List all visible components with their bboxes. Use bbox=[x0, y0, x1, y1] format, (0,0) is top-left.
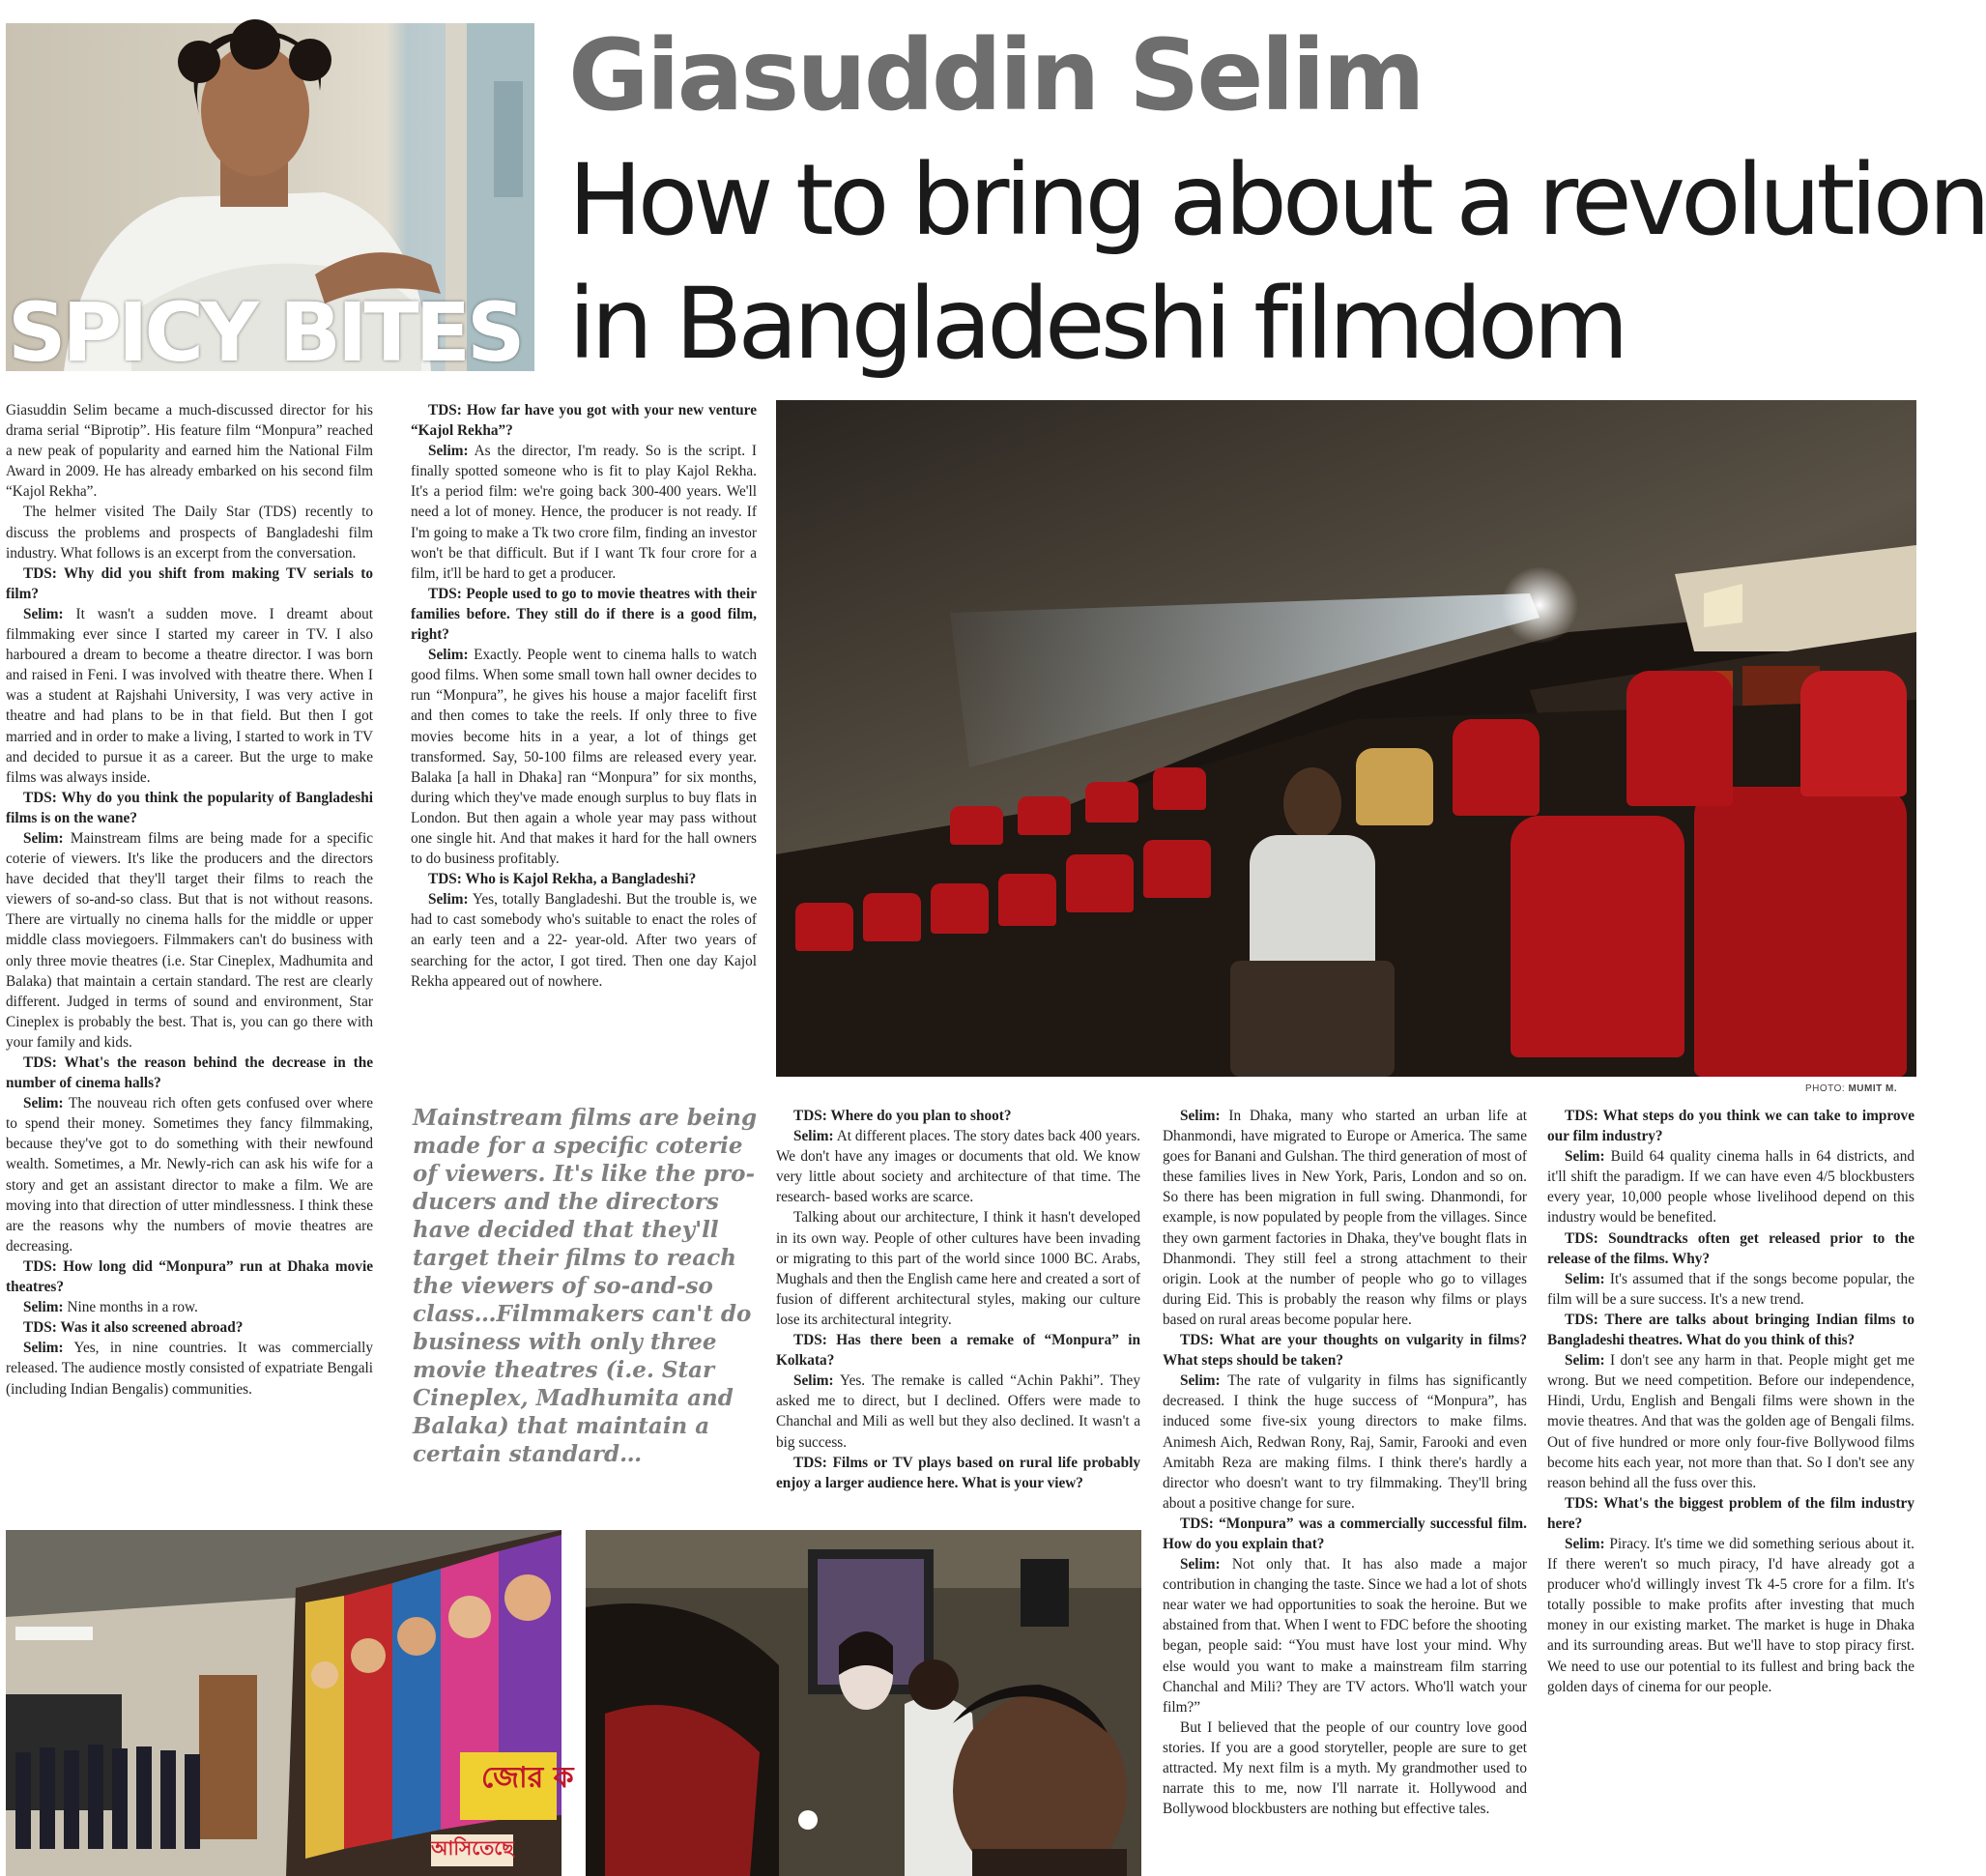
answer bbox=[1163, 1554, 1527, 1717]
answer-text: Exactly. People went to cinema halls to watch good films. When some small town hall owner decides to run “Monpura”, he gives his house a major facelift first and then comes to take the reels. If only three to five movies become hits in a year, a lot of things get transformed. Say, 50-100 films are released every year. Balaka [a hall in Dhaka] ran “Monpura” for six months, during which they've made enough surplus to buy flats in London. But then again a whole year may pass without one single hit. And that makes it hard for the hall owners to do business profitably. bbox=[411, 647, 757, 868]
speaker-label: Selim: bbox=[1180, 1556, 1221, 1573]
seat-row bbox=[795, 903, 853, 951]
photo-credit bbox=[1805, 1083, 1897, 1094]
speaker-label: Selim: bbox=[428, 443, 469, 460]
pull-quote-line: Mainstream films are being bbox=[413, 1105, 758, 1131]
answer bbox=[776, 1371, 1140, 1452]
answer bbox=[411, 645, 757, 869]
answer-text: In Dhaka, many who started an urban life at Dhanmondi, have migrated to Europe or America. The same goes for Banani and Gulshan. The third generation of most of these families lives in New York, Paris, London and so on. So there has been migration in full swing. Dhanmondi, for example, is now populated by people from the villages. Since they own garment factories in Dhaka, they've bought flats in Dhanmondi. They still feel a strong attachment to their origin. Look at the number of people who go to villages during Eid. This is probably the reason why films or plays based on rural areas become popular here. bbox=[1163, 1108, 1527, 1328]
pull-quote-line: movie theatres (i.e. Star bbox=[413, 1357, 715, 1383]
pull-quote-line: target their films to reach bbox=[413, 1245, 736, 1271]
speaker-label: Selim: bbox=[793, 1372, 834, 1390]
pull-quote-line: ducers and the directors bbox=[413, 1189, 719, 1215]
seat-row bbox=[863, 893, 921, 941]
seat-row bbox=[1694, 787, 1907, 1077]
seat-row bbox=[1800, 671, 1907, 796]
speaker-label: Selim: bbox=[1180, 1372, 1221, 1390]
question: TDS: What's the reason behind the decrease in the number of cinema halls? bbox=[6, 1054, 373, 1092]
speaker-label: Selim: bbox=[1565, 1535, 1605, 1552]
poster-text: আসিতেছে bbox=[431, 1834, 513, 1866]
answer bbox=[1547, 1534, 1914, 1697]
answer bbox=[6, 1338, 373, 1399]
pull-quote-line: of viewers. It's like the pro- bbox=[413, 1161, 755, 1187]
answer-text: Yes. The remake is called “Achin Pakhi”. They asked me to direct, but I declined. Offers were made to Chanchal and Mili as well but they also declined. It wasn't a big success. bbox=[776, 1372, 1140, 1451]
answer-text: Not only that. It has also made a major contribution in changing the taste. Since we had a lot of shots near water we had opportunities to soak the heroine. But we abstained from that. When I went to FDC before the shooting began, people said: “You must have lost your mind. Why else would you want to make a mainstream film starring Chanchal and Mili? They are TV actors. Who'll watch your film?” bbox=[1163, 1556, 1527, 1716]
question: TDS: What are your thoughts on vulgarity in films? What steps should be taken? bbox=[1163, 1332, 1527, 1370]
answer-text: The rate of vulgarity in films has significantly decreased. I think the huge success of “Monpura”, has induced some five-six young directors to make films. Animesh Aich, Redwan Rony, Raj, Samir, Farooki and even Amitabh Reza are making films. I think there's hardly a director who doesn't want to try filmmaking. They'll bring about a positive change for sure. bbox=[1163, 1372, 1527, 1512]
answer-text: Nine months in a row. bbox=[63, 1299, 198, 1316]
answer-text: Piracy. It's time we did something serious about it. If there weren't so much piracy, I'd have already got a producer who'd willingly invest Tk 4-5 crore for a film. It's totally possible to make profits after investing that much money in our existing market. The market is huge in Dhaka and its surrounding areas. But we'll have to stop piracy first. We need to use our potential to its fullest and bring back the golden days of cinema for our people. bbox=[1547, 1535, 1914, 1695]
photo-credit-name: MUMIT M. bbox=[1848, 1083, 1898, 1094]
column-3 bbox=[776, 1106, 1140, 1493]
question: TDS: “Monpura” was a commercially successful film. How do you explain that? bbox=[1163, 1515, 1527, 1552]
column-2 bbox=[411, 400, 757, 992]
question: TDS: There are talks about bringing Indian films to Bangladeshi theatres. What do you think of this? bbox=[1547, 1311, 1914, 1349]
paragraph: Giasuddin Selim became a much-discussed director for his drama serial “Biprotip”. His feature film “Monpura” reached a new peak of popularity and earned him the National Film Award in 2009. He has already embarked on his second film “Kajol Rekha”. bbox=[6, 402, 373, 501]
answer bbox=[6, 828, 373, 1053]
seat-row bbox=[1085, 782, 1138, 823]
speaker-label: Selim: bbox=[793, 1128, 834, 1145]
seat-row bbox=[1018, 796, 1071, 835]
seated-man bbox=[1230, 767, 1395, 1077]
pull-quote-line: Balaka) that maintain a bbox=[413, 1413, 710, 1439]
seat-row bbox=[998, 874, 1056, 926]
answer bbox=[1547, 1269, 1914, 1310]
paragraph: Talking about our architecture, I think it hasn't developed in its own way. People of other cultures have been invading or migrating to this part of the world since 1000 BC. Arabs, Mughals and then the English came here and created a sort of fusion of different architectural styles, making our culture lose its architectural integrity. bbox=[776, 1209, 1140, 1328]
question: TDS: People used to go to movie theatres with their families before. They still do if there is a good film, right? bbox=[411, 585, 757, 644]
kicker: Giasuddin Selim bbox=[568, 18, 1423, 133]
speaker-label: Selim: bbox=[1180, 1108, 1221, 1124]
speaker-label: Selim: bbox=[1565, 1352, 1605, 1370]
seat-row bbox=[1066, 854, 1134, 912]
question: TDS: What's the biggest problem of the film industry here? bbox=[1547, 1494, 1914, 1532]
pull-quote-line: class…Filmmakers can't do bbox=[413, 1301, 752, 1327]
answer-text: Yes, in nine countries. It was commercially released. The audience mostly consisted of expatriate Bengali (including Indian Bengalis) communities. bbox=[6, 1340, 373, 1398]
answer-text: As the director, I'm ready. So is the script. I finally spotted someone who is fit to play Kajol Rekha. It's a period film: we're going back 300-400 years. We'll need a lot of money. Hence, the producer is not ready. If I'm going to make a Tk two crore film, finding an investor won't be that difficult. But if I want Tk four crore for a film, it'll be hard to get a producer. bbox=[411, 443, 757, 582]
question: TDS: Was it also screened abroad? bbox=[23, 1319, 244, 1337]
question: TDS: How long did “Monpura” run at Dhaka movie theatres? bbox=[6, 1257, 373, 1296]
paragraph: The helmer visited The Daily Star (TDS) recently to discuss the problems and prospects of Bangladeshi film industry. What follows is an excerpt from the conversation. bbox=[6, 504, 373, 562]
answer-text: Build 64 quality cinema halls in 64 districts, and it'll shift the paradigm. If we can have even 4/5 blockbusters every year, 10,000 people whose livelihood depend on this industry would be benefited. bbox=[1547, 1148, 1914, 1227]
question: TDS: What steps do you think we can take to improve our film industry? bbox=[1547, 1108, 1914, 1145]
question: TDS: Has there been a remake of “Monpura” in Kolkata? bbox=[776, 1332, 1140, 1370]
speaker-label: Selim: bbox=[23, 1299, 64, 1316]
pull-quote-line: business with only three bbox=[413, 1329, 717, 1355]
answer-text: The nouveau rich often gets confused over where to spend their money. Sometimes they fancy filmmaking, because they've got to do something with their newfound wealth. Sometimes, a Mr. Newly-rich can ask his wife for a story and get an assistant director to make a film. We are moving into that direction of utter mindlessness. I think these are the reasons why the numbers of movie theatres are decreasing. bbox=[6, 1095, 373, 1255]
pull-quote-line: have decided that they'll bbox=[413, 1217, 719, 1243]
column-4 bbox=[1163, 1106, 1527, 1819]
answer-text: It wasn't a sudden move. I dreamt about filmmaking ever since I started my career in TV. I also harboured a dream to become a theatre director. I was born and raised in Feni. I was involved with theatre there. When I was a student at Rajshahi University, I was very active in theatre and had plans to be in that field. But then I got married and in order to make a living, I started to work in TV and decided to pursue it as a career. But the urge to make films was always inside. bbox=[6, 605, 373, 786]
answer bbox=[1163, 1371, 1527, 1514]
answer-text: Mainstream films are being made for a specific coterie of viewers. It's like the producers and the directors have decided that they'll target their films to reach the viewers of so-and-so class. But that is not without reasons. There are virtually no cinema halls for the middle or upper middle class moviegoers. Filmmakers can't do business with only three movie theatres (i.e. Star Cineplex, Madhumita and Balaka) that maintain a certain standard. The rest are clearly different. Judged in terms of sound and environment, Star Cineplex is probably the best. That is, you can go there with your family and kids. bbox=[6, 829, 373, 1051]
seat-row bbox=[1143, 840, 1211, 898]
seat-row bbox=[1453, 719, 1540, 816]
pull-quote-line: the viewers of so-and-so bbox=[413, 1273, 713, 1299]
seat-row bbox=[950, 806, 1003, 845]
question: TDS: Films or TV plays based on rural life probably enjoy a larger audience here. What is your view? bbox=[776, 1454, 1140, 1491]
answer bbox=[1547, 1146, 1914, 1227]
seat-row bbox=[1511, 816, 1684, 1057]
pull-quote-line: Cineplex, Madhumita and bbox=[413, 1385, 734, 1411]
answer-text: Yes, totally Bangladeshi. But the trouble is, we had to cast somebody who's suitable to enact the roles of an early teen and a 22- year-old. After two years of searching for the actor, I got tired. Then one day Kajol Rekha appeared out of nowhere. bbox=[411, 891, 757, 990]
speaker-label: Selim: bbox=[23, 605, 64, 622]
cinema-hall-photo bbox=[776, 400, 1916, 1077]
answer bbox=[1163, 1106, 1527, 1330]
paragraph: But I believed that the people of our country love good stories. If you are a good storyteller, people are sure to get attracted. My next film is a myth. My grandmother used to narrate this to me, now I'll narrate it. Hollywood and Bollywood blockbusters are nothing but effective tales. bbox=[1163, 1718, 1527, 1818]
pull-quote bbox=[413, 1104, 757, 1468]
speaker-label: Selim: bbox=[23, 829, 64, 847]
headline-line-2: in Bangladeshi filmdom bbox=[568, 267, 1625, 382]
question: TDS: Who is Kajol Rekha, a Bangladeshi? bbox=[428, 871, 697, 888]
pull-quote-line: made for a specific coterie bbox=[413, 1133, 743, 1159]
projection-room-photo bbox=[586, 1530, 1141, 1876]
question: TDS: How far have you got with your new venture “Kajol Rekha”? bbox=[411, 402, 757, 440]
portrait-photo bbox=[6, 23, 534, 380]
speaker-label: Selim: bbox=[1565, 1148, 1605, 1166]
column-5 bbox=[1547, 1106, 1914, 1697]
photo-credit-label: PHOTO: bbox=[1805, 1083, 1846, 1094]
answer bbox=[411, 441, 757, 584]
answer bbox=[1547, 1350, 1914, 1493]
answer-text: I don't see any harm in that. People might get me wrong. But we need competition. Before our independence, Hindi, Urdu, English and Bengali films were shown in the movie theatres. And that was the golden age of Bengali films. Out of five hundred or more only four-five Bollywood films become hits each year, not more than that. So I don't see any reason behind all the fuss over this. bbox=[1547, 1352, 1914, 1491]
answer-text: At different places. The story dates back 400 years. We don't have any images or documents that old. We know very little about society and architecture of that time. The research- based works are scarce. bbox=[776, 1128, 1140, 1206]
speaker-label: Selim: bbox=[23, 1340, 64, 1357]
poster-wall-photo bbox=[6, 1530, 574, 1876]
answer bbox=[6, 1297, 373, 1317]
question: TDS: Why did you shift from making TV serials to film? bbox=[6, 564, 373, 602]
speaker-label: Selim: bbox=[428, 647, 469, 664]
answer bbox=[411, 889, 757, 991]
question: TDS: Why do you think the popularity of Bangladeshi films is on the wane? bbox=[6, 789, 373, 826]
speaker-label: Selim: bbox=[1565, 1270, 1605, 1287]
pull-quote-line: certain standard… bbox=[413, 1441, 643, 1467]
poster-text: জোর ক bbox=[481, 1761, 574, 1795]
answer-text: It's assumed that if the songs become popular, the film will be a sure success. It's a new trend. bbox=[1547, 1270, 1914, 1308]
question: TDS: Where do you plan to shoot? bbox=[793, 1108, 1012, 1124]
column-1 bbox=[6, 400, 373, 1400]
section-label: SPICY BITES bbox=[8, 285, 522, 380]
answer bbox=[6, 1093, 373, 1256]
speaker-label: Selim: bbox=[23, 1095, 64, 1112]
answer bbox=[776, 1126, 1140, 1207]
answer bbox=[6, 604, 373, 788]
headline-line-1: How to bring about a revolution bbox=[568, 143, 1986, 258]
seat-row bbox=[1153, 767, 1206, 810]
question: TDS: Soundtracks often get released prior to the release of the films. Why? bbox=[1547, 1229, 1914, 1267]
speaker-label: Selim: bbox=[428, 891, 469, 909]
seat-row bbox=[931, 883, 989, 934]
seat-row bbox=[1626, 671, 1733, 806]
